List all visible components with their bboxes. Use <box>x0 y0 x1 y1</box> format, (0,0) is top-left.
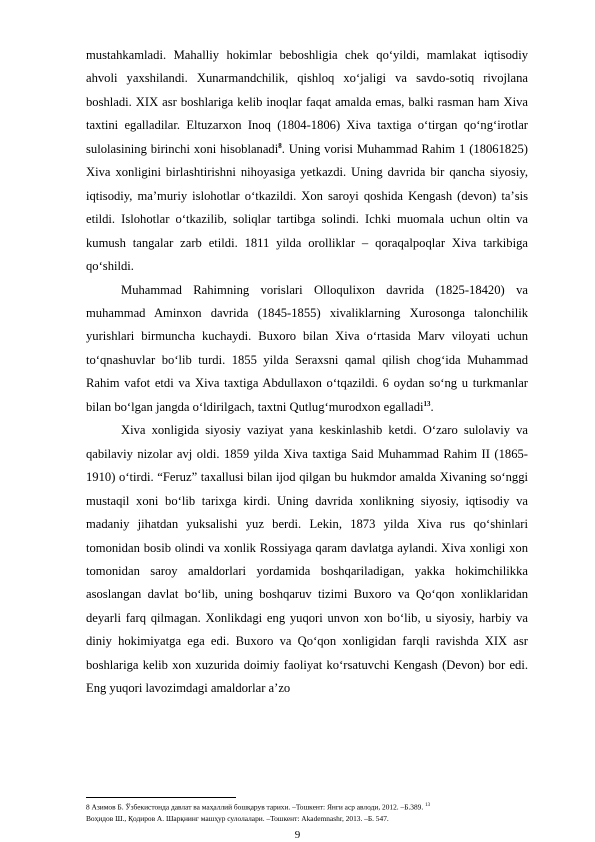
paragraph-2-text-cont: . <box>430 399 434 414</box>
footnote-ref-13: 13 <box>423 399 431 408</box>
footnote-8 <box>86 800 528 813</box>
paragraph-3 <box>86 419 528 700</box>
paragraph-1-text-cont: . Uning vorisi Muhammad Rahim 1 (18061825) Xiva xonligini birlashtirishni nihoyasiga yetkazdi. Uning davrida bir qancha siyosiy, iqtisodiy, maʼmuriy islohotlar oʻtkazildi. Xon saroyi qoshida Kengash (devon) taʼsis etildi. Islohotlar oʻtkazilib, soliqlar tartibga solindi. Ichki muomala uchun oltin va kumush tangalar zarb etildi. 1811 yilda orolliklar – qoraqalpoqlar Xiva tarkibiga qoʻshildi. <box>86 141 528 274</box>
paragraph-3-text: Xiva xonligida siyosiy vaziyat yana keskinlashib ketdi. Oʻzaro sulolaviy va qabilaviy nizolar avj oldi. 1859 yilda Xiva taxtiga Said Muhammad Rahim II (1865-1910) oʻtirdi. “Feruz” taxallusi bilan ijod qilgan bu hukmdor amalda Xivaning soʻnggi mustaqil xoni boʻlib tarixga kirdi. Uning davrida xonlikning siyosiy, iqtisodiy va madaniy jihatdan yuksalishi yuz berdi. Lekin, 1873 yilda Xiva rus qoʻshinlari tomonidan bosib olindi va xonlik Rossiyaga qaram davlatga aylandi. Xiva xonligi xon tomonidan saroy amaldorlari yordamida boshqariladigan, yakka hokimchilikka asoslangan davlat boʻlib, uning boshqaruv tizimi Buxoro va Qoʻqon xonliklaridan deyarli farq qilmagan. Xonlikdagi eng yuqori unvon xon boʻlib, u siyosiy, harbiy va diniy hokimiyatga ega edi. Buxoro va Qoʻqon xonligidan farqli ravishda XIX asr boshlariga kelib xon xuzurida doimiy faoliyat koʻrsatuvchi Kengash (Devon) bor edi. Eng yuqori lavozimdagi amaldorlar aʼzo <box>86 423 528 696</box>
page-body <box>86 44 528 701</box>
footnote-13-marker: 13 <box>425 803 431 808</box>
footnote-8-text: 8 Азимов Б. Ўзбекистонда давлат ва маҳаллий бошқарув тарихи. –Тошкент: Янги аср авлоди, 2012. –Б.389. <box>86 802 424 812</box>
footnote-divider <box>86 797 236 798</box>
footnote-ref-8: 8 <box>278 141 282 150</box>
footnotes <box>86 800 528 824</box>
paragraph-2 <box>86 279 528 420</box>
page-number: 9 <box>294 829 301 841</box>
paragraph-1 <box>86 44 528 279</box>
footnote-13: Воҳидов Ш., Қодиров А. Шарқнинг машҳур сулолалари. –Тошкент: Akademnashr, 2013. –Б. 547. <box>86 813 389 823</box>
paragraph-2-text: Muhammad Rahimning vorislari Olloqulixon davrida (1825-18420) va muhammad Aminxon davrida (1845-1855) xivaliklarning Xurosonga talonchilik yurishlari birmuncha kuchaydi. Buxoro bilan Xiva oʻrtasida Marv viloyati uchun toʻqnashuvlar boʻlib turdi. 1855 yilda Seraxsni qamal qilish chogʻida Muhammad Rahim vafot etdi va Xiva taxtiga Abdullaxon oʻtqazildi. 6 oydan soʻng u turkmanlar bilan boʻlgan jangda oʻldirilgach, taxtni Qutlugʻmurodxon egalladi <box>86 282 528 414</box>
paragraph-1-text: mustahkamladi. Mahalliy hokimlar beboshligia chek qoʻyildi, mamlakat iqtisodiy ahvoli yaxshilandi. Xunarmandchilik, qishloq xoʻjaligi va savdo-sotiq rivojlana boshladi. XIX asr boshlariga kelib inoqlar faqat amalda emas, balki rasman ham Xiva taxtini egalladilar. Eltuzarxon Inoq (1804-1806) Xiva taxtiga oʻtirgan qoʻngʻirotlar sulolasining birinchi xoni hisoblanadi <box>86 48 528 156</box>
